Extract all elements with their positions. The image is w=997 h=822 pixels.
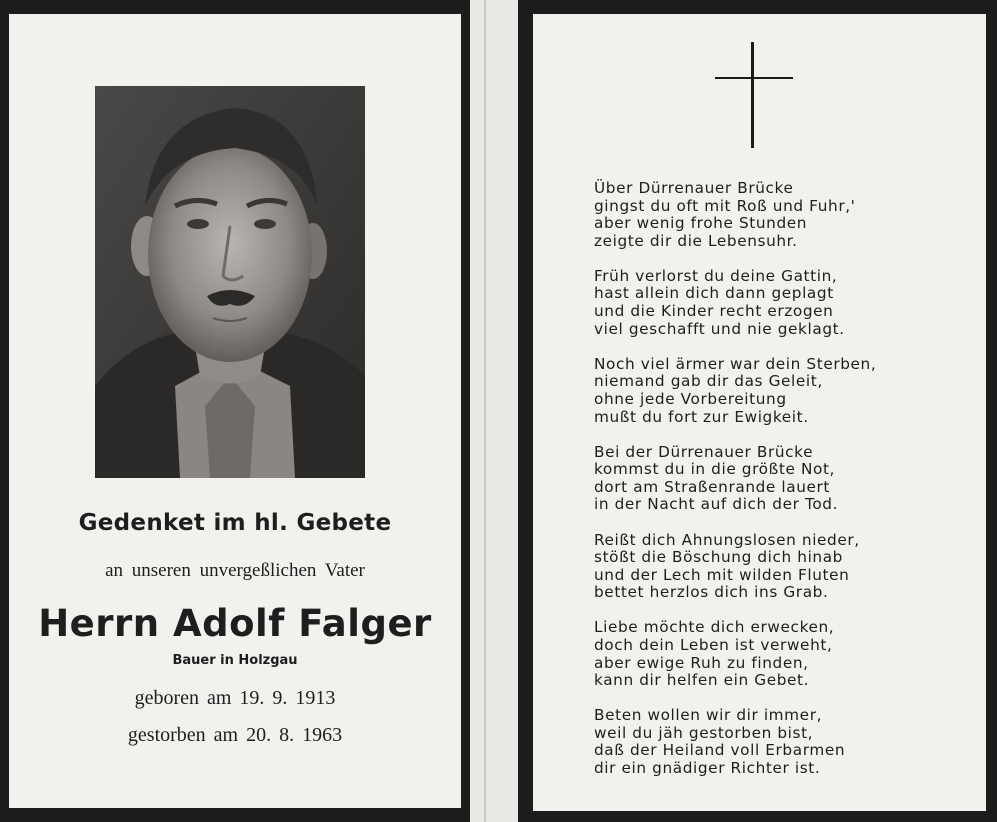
poem-line: Früh verlorst du deine Gattin,: [594, 266, 838, 285]
poem-line: dir ein gnädiger Richter ist.: [594, 759, 821, 778]
poem-line: gingst du oft mit Roß und Fuhr,': [594, 196, 856, 215]
poem-line: Liebe möchte dich erwecken,: [594, 618, 835, 637]
cross-horizontal-bar: [715, 77, 793, 79]
memorial-poem: [594, 180, 974, 795]
cross-vertical-bar: [751, 42, 754, 148]
right-card: [533, 14, 986, 811]
deceased-name: Herrn Adolf Falger: [38, 602, 432, 645]
memorial-subheading: an unseren unvergeßlichen Vater: [105, 560, 365, 581]
poem-line: bettet herzlos dich ins Grab.: [594, 583, 829, 602]
poem-line: daß der Heiland voll Erbarmen: [594, 741, 846, 760]
deceased-occupation: Bauer in Holzgau: [172, 653, 298, 668]
poem-line: aber wenig frohe Stunden: [594, 214, 808, 233]
poem-stanza: [594, 707, 974, 777]
poem-line: weil du jäh gestorben bist,: [594, 723, 814, 742]
poem-stanza: [594, 356, 974, 426]
portrait-photo: [95, 86, 365, 478]
poem-line: und die Kinder recht erzogen: [594, 302, 834, 321]
poem-line: aber ewige Ruh zu finden,: [594, 653, 809, 672]
poem-stanza: [594, 444, 974, 514]
poem-line: ohne jede Vorbereitung: [594, 389, 787, 408]
poem-line: stößt die Böschung dich hinab: [594, 548, 843, 567]
poem-stanza: [594, 619, 974, 689]
poem-line: dort am Straßenrande lauert: [594, 477, 831, 496]
poem-line: Über Dürrenauer Brücke: [594, 179, 794, 197]
poem-line: und der Lech mit wilden Fluten: [594, 565, 850, 584]
poem-line: Noch viel ärmer war dein Sterben,: [594, 354, 877, 373]
left-card: [9, 14, 461, 808]
poem-line: Reißt dich Ahnungslosen nieder,: [594, 530, 860, 549]
memorial-heading: Gedenket im hl. Gebete: [78, 510, 392, 536]
poem-line: viel geschafft und nie geklagt.: [594, 319, 845, 338]
poem-line: doch dein Leben ist verweht,: [594, 635, 833, 654]
birth-date: geboren am 19. 9. 1913: [134, 687, 336, 709]
poem-stanza: [594, 532, 974, 602]
poem-stanza: [594, 268, 974, 338]
poem-line: Beten wollen wir dir immer,: [594, 706, 823, 725]
poem-line: hast allein dich dann geplagt: [594, 284, 834, 303]
poem-line: in der Nacht auf dich der Tod.: [594, 495, 839, 514]
poem-line: niemand gab dir das Geleit,: [594, 372, 823, 391]
death-date: gestorben am 20. 8. 1963: [127, 724, 343, 746]
poem-line: kommst du in die größte Not,: [594, 460, 836, 479]
poem-stanza: [594, 180, 974, 250]
fold-crease: [484, 0, 486, 822]
poem-line: zeigte dir die Lebensuhr.: [594, 231, 798, 250]
poem-line: kann dir helfen ein Gebet.: [594, 671, 810, 690]
portrait-image: [95, 86, 365, 478]
poem-line: mußt du fort zur Ewigkeit.: [594, 407, 809, 426]
poem-line: Bei der Dürrenauer Brücke: [594, 442, 814, 461]
fold-gutter: [470, 0, 518, 822]
